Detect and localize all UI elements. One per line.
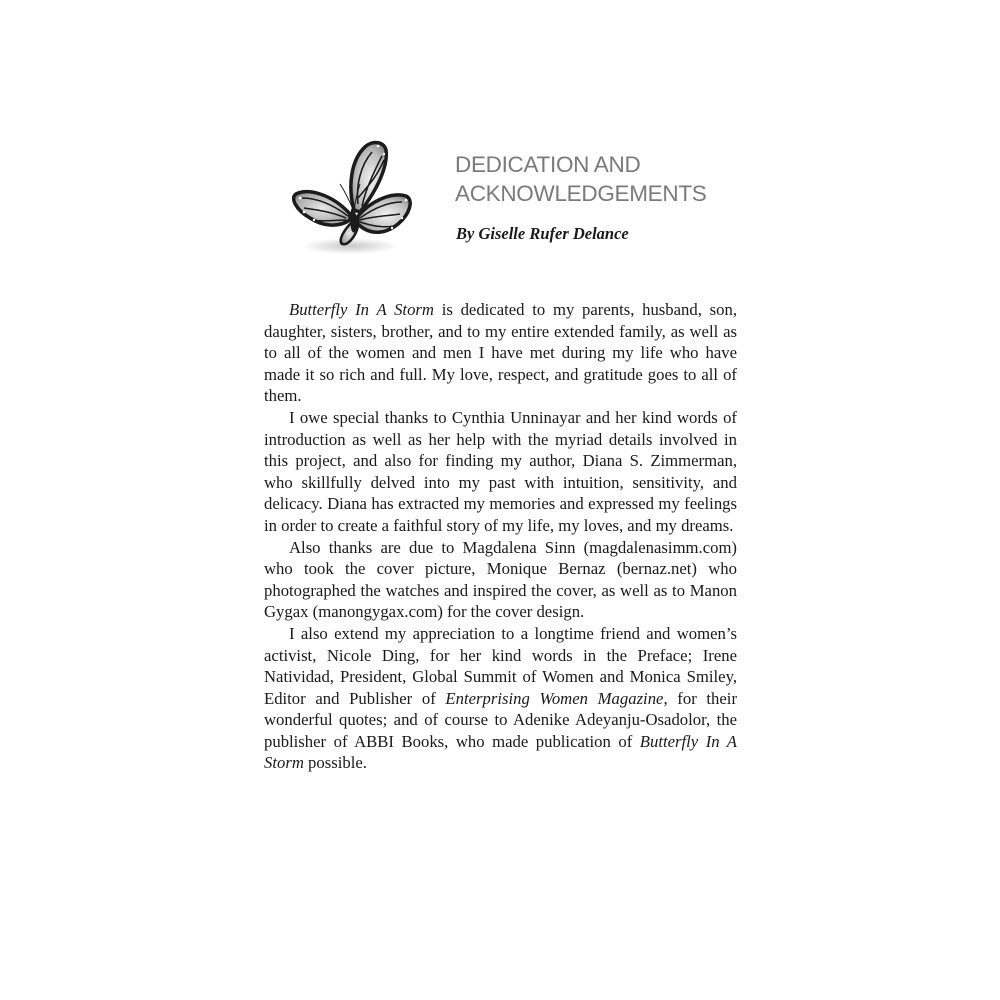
paragraph-text: is dedicated to my parents, husband, son, daughter, sisters, brother, and to my entire extended family, as well as to all of the women and men I have met during my life who have made it so rich and full. My love, respect, and gratitude goes to all of them. xyxy=(264,300,738,406)
title-line-1: DEDICATION AND xyxy=(455,152,641,177)
paragraph-dedication xyxy=(264,299,737,407)
title-line-2: ACKNOWLEDGEMENTS xyxy=(455,181,707,206)
body-text xyxy=(264,299,737,774)
paragraph-text: I also extend my appreciation to a longtime friend and women’s activist, Nicole Ding, for her kind words in the Preface; Irene Natividad, President, Global Summit of Women and Monica Smiley, Editor and Publisher of xyxy=(264,623,737,708)
paragraph-text: I owe special thanks to Cynthia Unninayar and her kind words of introduction as well as her help with the myriad details involved in this project, and also for finding my author, Diana S. Zimmerman, who skillfully delved into my past with intuition, sensitivity, and delicacy. Diana has extracted my memories and expressed my feelings in order to create a faithful story of my life, my loves, and my dreams. xyxy=(264,407,737,535)
butterfly-icon xyxy=(288,138,418,258)
author-byline: By Giselle Rufer Delance xyxy=(456,224,629,243)
paragraph-text: , for their wonderful quotes; and of course to Adenike Adeyanju-Osadolor, the publisher of ABBI Books, who made publication of xyxy=(264,688,737,751)
paragraph-thanks-author xyxy=(264,407,737,537)
paragraph-text: Also thanks are due to Magdalena Sinn (magdalenasimm.com) who took the cover picture, Monique Bernaz (bernaz.net) who photographed the watches and inspired the cover, as well as to Manon Gygax (manongygax.com) for the cover design. xyxy=(264,537,737,622)
paragraph-thanks-cover xyxy=(264,537,737,623)
magazine-title: Enterprising Women Magazine xyxy=(445,688,664,708)
page-title xyxy=(455,150,706,208)
paragraph-text: possible. xyxy=(303,753,367,773)
book-title: Butterfly In A Storm xyxy=(289,300,434,319)
book-title: Butterfly In A Storm xyxy=(264,731,737,773)
paragraph-appreciation xyxy=(264,623,737,774)
